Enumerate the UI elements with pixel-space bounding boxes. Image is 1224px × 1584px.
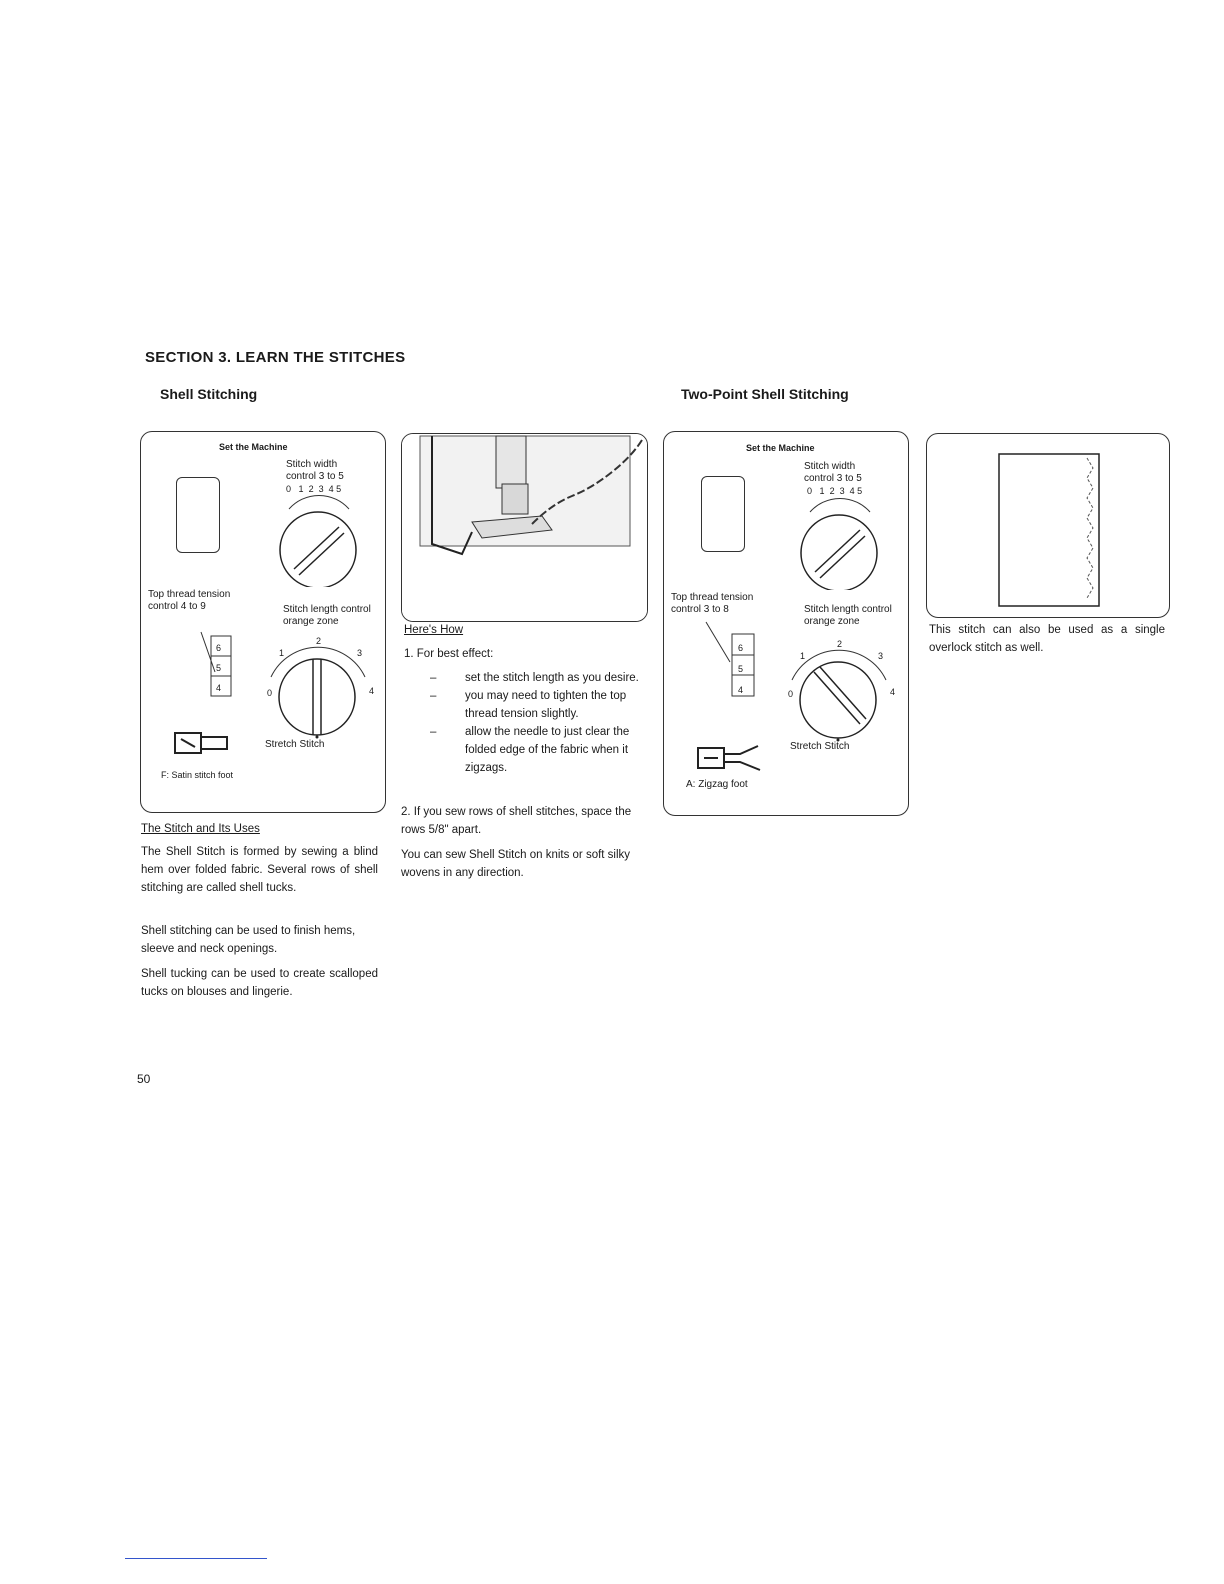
width-tick: 3: [839, 486, 845, 496]
length-tick: 3: [357, 648, 363, 658]
length-tick: 2: [316, 636, 322, 646]
length-tick-labels: [790, 639, 900, 699]
panel-heading: Set the Machine: [219, 442, 288, 452]
stretch-stitch-label: Stretch Stitch: [265, 739, 325, 750]
foot-label: F: Satin stitch foot: [161, 770, 234, 780]
zigzag-foot-icon: [696, 744, 766, 774]
stretch-stitch-label: Stretch Stitch: [790, 741, 850, 752]
tension-digit: 4: [216, 683, 222, 693]
stitch-width-dial: [782, 490, 892, 590]
tension-digit: 6: [216, 643, 222, 653]
satin-stitch-foot-icon: [173, 729, 233, 759]
panel-heading: Set the Machine: [746, 443, 815, 453]
width-tick: 2: [308, 484, 314, 494]
machine-settings-panel-shell: [140, 431, 386, 813]
stitch-width-dial: [261, 487, 371, 587]
tension-digit: 4: [738, 685, 744, 695]
tension-label: Top thread tension control 3 to 8: [671, 592, 754, 615]
foot-label: A: Zigzag foot: [686, 779, 748, 790]
bullet-item: – you may need to tighten the top thread tension slightly.: [430, 690, 627, 720]
page-number: 50: [137, 1072, 151, 1086]
pattern-window: [176, 477, 220, 553]
uses-paragraph-1: The Shell Stitch is formed by sewing a blind hem over folded fabric. Several rows of shell stitching are called shell tucks.: [141, 846, 378, 894]
width-tick: 2: [829, 486, 835, 496]
howto-bullets: [428, 669, 640, 777]
stitch-length-label: Stitch length control orange zone: [804, 604, 892, 627]
width-tick-labels: [286, 484, 341, 495]
closing-note: You can sew Shell Stitch on knits or soft silky wovens in any direction.: [401, 849, 631, 879]
step-1: 1. For best effect:: [404, 648, 494, 660]
length-tick: 4: [369, 686, 375, 696]
pattern-window: [701, 476, 745, 552]
tension-digit: 6: [738, 643, 744, 653]
length-tick: 0: [267, 688, 273, 698]
overlock-stitch-illustration: [927, 434, 1169, 617]
tension-digits: [216, 638, 221, 698]
length-tick: 2: [837, 639, 843, 649]
machine-settings-panel-two-point: [663, 431, 909, 816]
uses-paragraph-3: Shell tucking can be used to create scalloped tucks on blouses and lingerie.: [141, 968, 378, 998]
tension-gauge-icon: [704, 618, 764, 702]
tension-label: Top thread tension control 4 to 9: [148, 589, 231, 612]
length-tick: 1: [800, 651, 806, 661]
width-tick: 4: [328, 484, 334, 494]
width-tick: 5: [336, 484, 342, 494]
tension-digits: [738, 638, 743, 701]
step-2: 2. If you sew rows of shell stitches, space the rows 5/8" apart.: [401, 806, 632, 836]
two-point-shell-diagram-panel: [926, 433, 1170, 618]
bullet-item: – set the stitch length as you desire.: [430, 672, 639, 684]
presser-foot-illustration: [402, 434, 647, 621]
length-tick-labels: [269, 636, 379, 696]
shell-stitch-photo-panel: [401, 433, 648, 622]
stitch-length-label: Stitch length control orange zone: [283, 604, 371, 627]
stitch-width-label: Stitch width control 3 to 5: [286, 459, 344, 482]
width-tick: 1: [298, 484, 304, 494]
shell-stitching-title: Shell Stitching: [160, 386, 258, 402]
two-point-caption: This stitch can also be used as a single overlock stitch as well.: [929, 624, 1165, 654]
uses-heading: The Stitch and Its Uses: [141, 823, 260, 835]
heres-how-heading: Here's How: [404, 624, 464, 636]
footer-rule: [125, 1558, 267, 1559]
width-tick: 1: [819, 486, 825, 496]
width-tick: 4: [849, 486, 855, 496]
width-tick: 0: [286, 484, 292, 494]
tension-digit: 5: [216, 663, 222, 673]
length-tick: 0: [788, 689, 794, 699]
section-title: SECTION 3. LEARN THE STITCHES: [145, 349, 406, 366]
width-tick: 5: [857, 486, 863, 496]
stitch-width-label: Stitch width control 3 to 5: [804, 461, 862, 484]
width-tick: 3: [318, 484, 324, 494]
two-point-shell-title: Two-Point Shell Stitching: [681, 386, 849, 402]
width-tick-labels: [807, 486, 862, 497]
width-tick: 0: [807, 486, 813, 496]
length-tick: 4: [890, 687, 896, 697]
length-tick: 3: [878, 651, 884, 661]
bullet-item: – allow the needle to just clear the folded edge of the fabric when it zigzags.: [430, 726, 630, 774]
tension-digit: 5: [738, 664, 744, 674]
uses-paragraph-2: Shell stitching can be used to finish hems, sleeve and neck openings.: [141, 925, 356, 955]
length-tick: 1: [279, 648, 285, 658]
